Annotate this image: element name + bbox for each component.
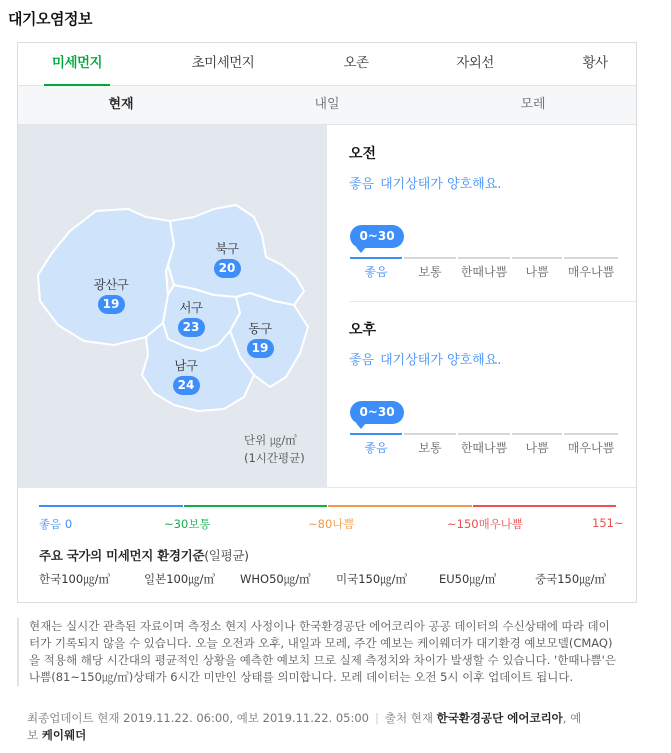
standard-eu: EU50㎍/㎥ bbox=[439, 572, 497, 586]
forecast-am-scale bbox=[349, 257, 617, 279]
legend-bad-label: ~80나쁨 bbox=[308, 517, 355, 531]
tab-now[interactable]: 현재 bbox=[108, 97, 134, 112]
tab-ultrafine-dust[interactable]: 초미세먼지 bbox=[191, 55, 255, 71]
district-name: 북구 bbox=[215, 241, 239, 256]
grade-legend bbox=[18, 487, 636, 603]
legend-good-label: 좋음 0 bbox=[39, 517, 73, 531]
forecast-pm-status bbox=[349, 349, 636, 368]
scale-very-bad: 매우나쁨 bbox=[563, 257, 619, 279]
unit-text: 단위 ㎍/㎥ bbox=[244, 433, 297, 447]
district-value-badge: 20 bbox=[214, 259, 241, 278]
legend-bar-good bbox=[39, 505, 183, 507]
source-airkorea-link[interactable]: 한국환경공단 에어코리아 bbox=[436, 711, 563, 725]
legend-normal-label: ~30보통 bbox=[164, 517, 211, 531]
district-nam[interactable] bbox=[156, 356, 216, 395]
unit-label bbox=[244, 431, 305, 467]
forecast-pm-desc: 대기상태가 양호해요. bbox=[380, 353, 502, 368]
forecast-am-range-badge: 0~30 bbox=[350, 225, 404, 248]
scale-normal: 보통 bbox=[403, 433, 457, 455]
forecast-am-status bbox=[349, 173, 636, 192]
district-name: 광산구 bbox=[93, 277, 129, 292]
forecast-pm-title: 오후 bbox=[349, 322, 377, 338]
scale-temporary-bad: 한때나쁨 bbox=[457, 433, 511, 455]
air-quality-card bbox=[17, 42, 637, 603]
data-notes: 현재는 실시간 관측된 자료이며 측정소 현지 사정이나 한국환경공단 에어코리아 공공 데이터의 수신상태에 따라 데이터가 기록되지 않을 수 있습니다. 오늘 오전과 오후, 내일과 모레, 주간 예보는 케이웨더가 대기환경 예보모델(CMAQ)을 적용해 해당 시간대의 평균적인 상황을 예측한 예보치 므로 실제 측정치와 차이가 발생할 수 있습니다. '한때나쁨'은 나쁨(81~150㎍/㎥)상태가 6시간 미만인 상태를 의미합니다. 모레 데이터는 오전 5시 이후 업데이트 됩니다. bbox=[17, 618, 619, 686]
standard-japan: 일본100㎍/㎥ bbox=[144, 572, 216, 586]
source-mid: , 예보 bbox=[27, 711, 582, 742]
district-gwangsan[interactable] bbox=[81, 275, 141, 314]
district-value-badge: 23 bbox=[178, 318, 205, 337]
district-value-badge: 19 bbox=[98, 295, 125, 314]
district-map bbox=[18, 125, 327, 487]
page-title: 대기오염정보 bbox=[8, 10, 92, 28]
district-buk[interactable] bbox=[197, 239, 257, 278]
update-info bbox=[27, 710, 587, 744]
pollutant-tabs bbox=[18, 43, 636, 86]
forecast-pm-grade: 좋음 bbox=[349, 353, 375, 368]
scale-good: 좋음 bbox=[349, 433, 403, 455]
district-name: 남구 bbox=[174, 358, 198, 373]
forecast-pm bbox=[349, 319, 636, 455]
standards-note: (일평균) bbox=[204, 548, 249, 563]
forecast-am-grade: 좋음 bbox=[349, 177, 375, 192]
forecast-pm-scale bbox=[349, 433, 617, 455]
forecast-divider bbox=[349, 301, 636, 302]
standard-china: 중국150㎍/㎥ bbox=[535, 572, 607, 586]
tab-day-after[interactable]: 모레 bbox=[520, 97, 546, 112]
source-prefix: 출처 현재 bbox=[384, 711, 433, 725]
tab-fine-dust[interactable]: 미세먼지 bbox=[44, 43, 110, 86]
scale-very-bad: 매우나쁨 bbox=[563, 433, 619, 455]
legend-max-label: 151~ bbox=[592, 516, 624, 530]
unit-average-note: (1시간평균) bbox=[244, 451, 305, 465]
standard-who: WHO50㎍/㎥ bbox=[240, 572, 311, 586]
district-dong[interactable] bbox=[230, 319, 290, 358]
district-name: 서구 bbox=[179, 300, 203, 315]
forecast-am bbox=[349, 143, 636, 279]
day-tabs bbox=[18, 86, 636, 125]
forecast-am-title: 오전 bbox=[349, 146, 377, 162]
scale-bad: 나쁨 bbox=[511, 433, 563, 455]
standard-korea: 한국100㎍/㎥ bbox=[39, 572, 111, 586]
update-time: 최종업데이트 현재 2019.11.22. 06:00, 예보 2019.11.22. 05:00 bbox=[27, 711, 369, 725]
district-name: 동구 bbox=[248, 321, 272, 336]
tab-uv[interactable]: 자외선 bbox=[456, 55, 494, 71]
standards-title: 주요 국가의 미세먼지 환경기준(일평균) bbox=[39, 548, 249, 563]
district-value-badge: 24 bbox=[173, 376, 200, 395]
scale-good: 좋음 bbox=[349, 257, 403, 279]
scale-normal: 보통 bbox=[403, 257, 457, 279]
legend-bar-normal bbox=[184, 505, 327, 507]
forecast-am-desc: 대기상태가 양호해요. bbox=[380, 177, 502, 192]
legend-bar-very-bad bbox=[473, 505, 616, 507]
separator: | bbox=[374, 711, 379, 725]
source-kweather-link[interactable]: 케이웨더 bbox=[41, 728, 87, 742]
legend-bar-bad bbox=[328, 505, 472, 507]
tab-tomorrow[interactable]: 내일 bbox=[314, 97, 340, 112]
district-value-badge: 19 bbox=[247, 339, 274, 358]
scale-temporary-bad: 한때나쁨 bbox=[457, 257, 511, 279]
tab-yellow-dust[interactable]: 황사 bbox=[582, 55, 608, 71]
legend-very-bad-label: ~150매우나쁨 bbox=[447, 517, 524, 531]
standard-usa: 미국150㎍/㎥ bbox=[336, 572, 408, 586]
forecast-pm-range-badge: 0~30 bbox=[350, 401, 404, 424]
tab-ozone[interactable]: 오존 bbox=[343, 55, 369, 71]
scale-bad: 나쁨 bbox=[511, 257, 563, 279]
district-seo[interactable] bbox=[161, 298, 221, 337]
